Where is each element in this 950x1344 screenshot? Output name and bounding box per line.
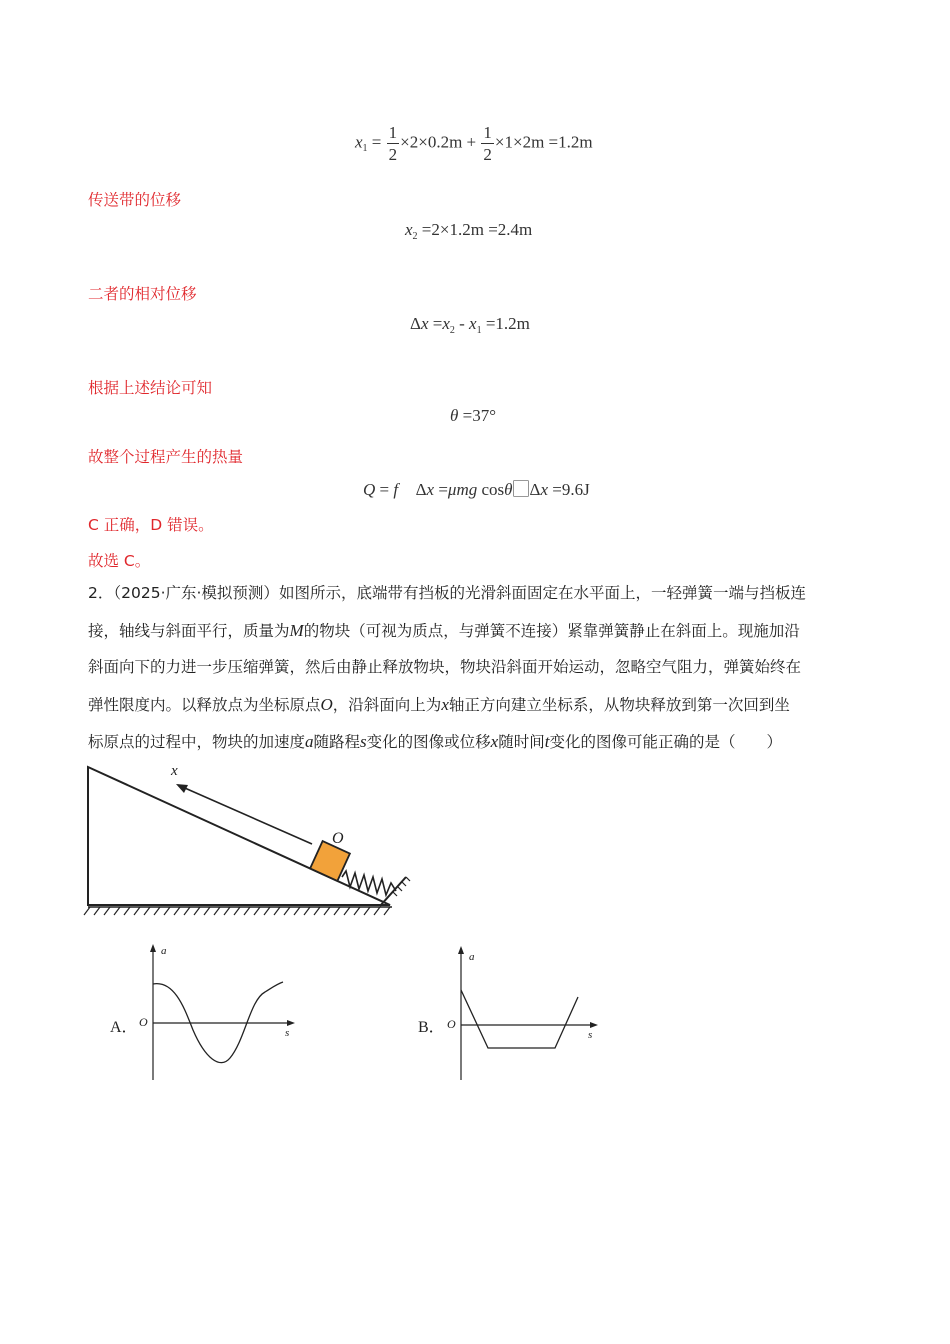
curve-b: [461, 990, 578, 1048]
equals-sign: =: [371, 132, 382, 152]
option-a-graph[interactable]: [135, 940, 305, 1085]
equation-part: ×2×0.2m: [400, 132, 463, 152]
plus-sign: +: [466, 132, 477, 152]
option-b-graph[interactable]: [443, 940, 613, 1085]
origin-label: O: [332, 830, 344, 847]
equation-x1: $x_1$ = $\frac{1}{2}$ ×2×0.2m + $\frac{1}{2}$ ×1×2m =1.2m: [355, 123, 593, 164]
equation-theta: θ =37°: [450, 406, 496, 425]
x-axis-arrow: [178, 785, 312, 844]
x-axis-label: s: [285, 1027, 290, 1039]
label-belt-displacement: 传送带的位移: [88, 191, 182, 209]
equation-x2: $x_2 =2\times 1.2m =2.4m$: [405, 220, 533, 242]
spring: [342, 871, 396, 895]
equation-delta-x: $\Delta x =x_2 - x_1 =1.2m$: [410, 314, 530, 336]
option-a-label[interactable]: A．: [110, 1019, 138, 1036]
x-arrow-icon: [287, 1020, 295, 1026]
curve-a: [153, 982, 283, 1063]
x-arrow-icon: [590, 1022, 598, 1028]
equation-heat: Q = f ⃞Δx =μmg cosθ⃞Δx =9.6J: [363, 480, 590, 499]
fraction-half: $\frac{1}{2}$: [483, 123, 492, 164]
incline-diagram: [80, 755, 420, 925]
incline-triangle: [88, 767, 390, 905]
y-axis-label: a: [469, 951, 475, 963]
question-line-1: 2．（2025·广东·模拟预测）如图所示，底端带有挡板的光滑斜面固定在水平面上，一轻弹簧一端与挡板连: [88, 584, 806, 602]
y-arrow-icon: [150, 944, 156, 952]
label-relative-displacement: 二者的相对位移: [88, 285, 197, 303]
question-line-4: 弹性限度内。以释放点为坐标原点O，沿斜面向上为x轴正方向建立坐标系，从物块释放到第一次回到坐: [88, 695, 790, 714]
end-plate: [380, 877, 406, 906]
ground-hatch: [84, 907, 390, 915]
label-conclusion: 根据上述结论可知: [88, 379, 213, 397]
question-line-2: 接，轴线与斜面平行，质量为M的物块（可视为质点，与弹簧不连接）紧靠弹簧静止在斜面上。现施加沿: [88, 621, 800, 640]
arrowhead-icon: [176, 784, 188, 793]
label-heat: 故整个过程产生的热量: [88, 448, 244, 466]
question-line-3: 斜面向下的力进一步压缩弹簧，然后由静止释放物块，物块沿斜面开始运动，忽略空气阻力，弹簧始终在: [88, 658, 802, 676]
fraction-half: $\frac{1}{2}$: [388, 123, 398, 164]
origin-label: O: [139, 1015, 148, 1029]
x-axis-label: s: [588, 1029, 593, 1041]
equation-part: ×1×2m =1.2m: [494, 132, 593, 152]
origin-label: O: [447, 1017, 456, 1031]
statement-c-correct: C 正确，D 错误。: [88, 516, 214, 534]
y-axis-label: a: [161, 945, 167, 957]
y-arrow-icon: [458, 946, 464, 954]
question-line-5: 标原点的过程中，物块的加速度a随路程s变化的图像或位移x随时间t变化的图像可能正确的是（ ）: [88, 732, 782, 751]
statement-choose-c: 故选 C。: [88, 552, 151, 570]
x-axis-label: x: [171, 763, 178, 779]
option-b-label[interactable]: B．: [418, 1019, 445, 1036]
